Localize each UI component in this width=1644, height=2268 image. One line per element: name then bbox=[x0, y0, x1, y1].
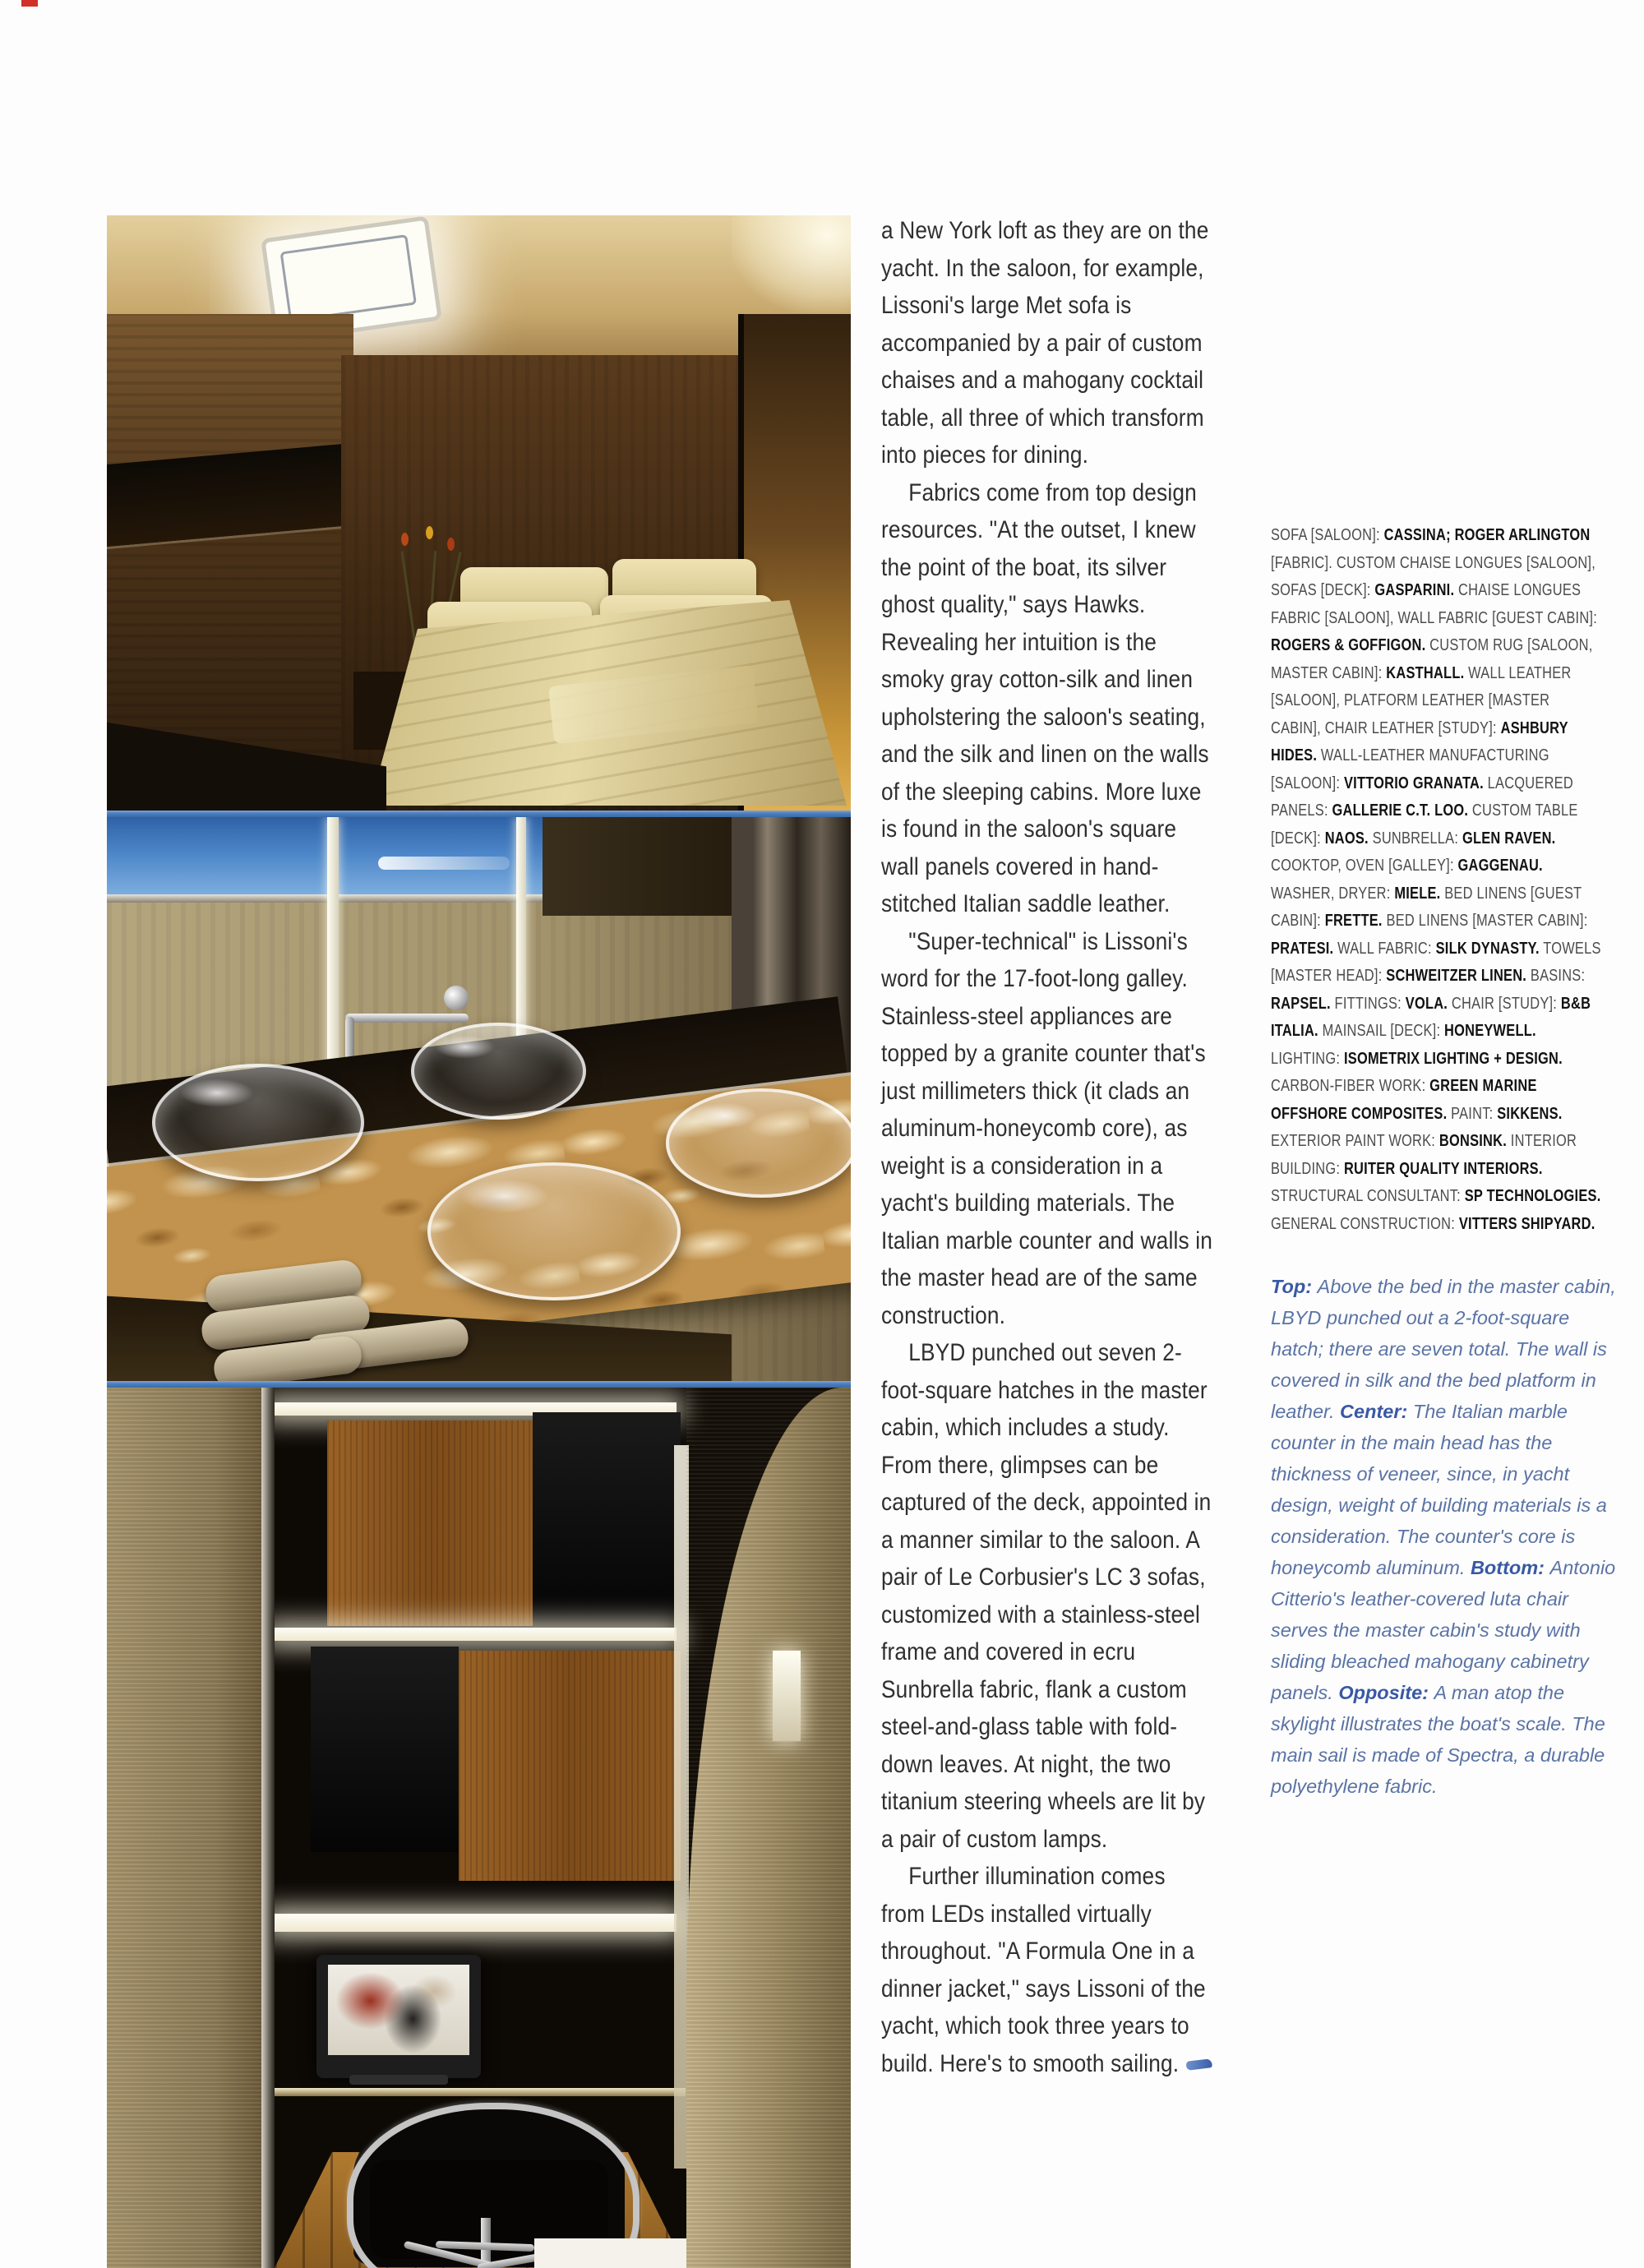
desk-monitor bbox=[316, 1955, 481, 2078]
glass-basin bbox=[152, 1064, 364, 1181]
flower-petal bbox=[447, 538, 455, 551]
glass-basin bbox=[427, 1162, 681, 1300]
cabinet-black-panel bbox=[533, 1412, 681, 1622]
sliding-panel-edge bbox=[261, 1388, 275, 2268]
cabinet-wood-panel bbox=[327, 1420, 533, 1626]
photo-divider-rule bbox=[107, 811, 851, 817]
monitor-screen bbox=[328, 1965, 469, 2055]
ceiling-light-glow bbox=[732, 215, 851, 314]
study-left-wall bbox=[107, 1388, 261, 2268]
article-body bbox=[881, 212, 1213, 2082]
chair-pedestal bbox=[481, 2218, 491, 2262]
flower-petal bbox=[426, 526, 433, 539]
desk-surface bbox=[275, 2088, 686, 2096]
photo-marble-counter bbox=[107, 817, 851, 1381]
article-paragraph bbox=[881, 1858, 1213, 2082]
floor-light-sliver bbox=[534, 2238, 699, 2268]
glass-basin bbox=[666, 1088, 851, 1198]
porthole-window bbox=[107, 817, 543, 898]
glass-basin bbox=[411, 1023, 586, 1120]
monitor-base bbox=[349, 2075, 448, 2085]
article-paragraph: Fabrics come from top design resources. "At the outset, I knew the point of the boat, its silver ghost quality," says Hawks. Revealing her intuition is the smoky gray cotton-silk and linen upholstering the saloon's seating, and the silk and linen on the walls of the sleeping cabins. More luxe is found in the saloon's square wall panels covered in hand-stitched Italian saddle leather. bbox=[881, 478, 1209, 917]
cabinet-wood-panel bbox=[459, 1651, 681, 1881]
faucet-spout bbox=[345, 1017, 354, 1060]
cabinet-black-panel bbox=[311, 1647, 459, 1852]
led-strip bbox=[270, 1628, 677, 1641]
wall-sconce bbox=[773, 1651, 801, 1741]
skylight-frame bbox=[280, 234, 417, 322]
photo-captions: Top: Above the bed in the master cabin, LBYD punched out a 2-foot-square hatch; there are seven total. The wall is covered in silk and the bed platform in leather. Center: The Italian marble counter in the main head has the thickness of veneer, since, in yacht design, weight of building materials is a consideration. The counter's core is honeycomb aluminum. Bottom: Antonio Citterio's leather-covered luta chair serves the master cabin's study with sliding bleached mahogany cabinetry panels. Opposite: A man atop the skylight illustrates the boat's scale. The main sail is made of Spectra, a durable polyethylene fabric. bbox=[1271, 1276, 1616, 1797]
study-right-wall bbox=[686, 1388, 851, 2268]
article-paragraph-text: Further illumination comes from LEDs installed virtually throughout. "A Formula One in a dinner jacket," says Lissoni of the yacht, which took three years to build. Here's to smooth sailing. bbox=[881, 1863, 1206, 2077]
faucet-arm bbox=[345, 1014, 469, 1023]
photo-divider-rule bbox=[107, 1381, 851, 1388]
article-end-mark-icon bbox=[1186, 2058, 1212, 2071]
faucet-valve bbox=[444, 986, 469, 1010]
mirror-dark-corner bbox=[543, 817, 748, 916]
photo-master-cabin bbox=[107, 215, 851, 811]
source-credits: SOFA [SALOON]: CASSINA; ROGER ARLINGTON [FABRIC]. CUSTOM CHAISE LONGUES [SALOON], SOFAS [DECK]: GASPARINI. CHAISE LONGUES FABRIC [SALOON], WALL FABRIC [GUEST CABIN]: ROGERS & GOFFIGON. CUSTOM RUG [SALOON, MASTER CABIN]: KASTHALL. WALL LEATHER [SALOON], PLATFORM LEATHER [MASTER CABIN], CHAIR LEATHER [STUDY]: ASHBURY HIDES. WALL-LEATHER MANUFACTURING [SALOON]: VITTORIO GRANATA. LACQUERED PANELS: GALLERIE C.T. LOO. CUSTOM TABLE [DECK]: NAOS. SUNBRELLA: GLEN RAVEN. COOKTOP, OVEN [GALLEY]: GAGGENAU. WASHER, DRYER: MIELE. BED LINENS [GUEST CABIN]: FRETTE. BED LINENS [MASTER CABIN]: PRATESI. WALL FABRIC: SILK DYNASTY. TOWELS [MASTER HEAD]: SCHWEITZER LINEN. BASINS: RAPSEL. FITTINGS: VOLA. CHAIR [STUDY]: B&B ITALIA. MAINSAIL [DECK]: HONEYWELL. LIGHTING: ISOMETRIX LIGHTING + DESIGN. CARBON-FIBER WORK: GREEN MARINE OFFSHORE COMPOSITES. PAINT: SIKKENS. EXTERIOR PAINT WORK: BONSINK. INTERIOR BUILDING: RUITER QUALITY INTERIORS. STRUCTURAL CONSULTANT: SP TECHNOLOGIES. GENERAL CONSTRUCTION: VITTERS SHIPYARD. bbox=[1271, 525, 1601, 1233]
article-paragraph: LBYD punched out seven 2-foot-square hatches in the master cabin, which includes a study. From there, glimpses can be captured of the deck, appointed in a manner similar to the saloon. A pair of Le Corbusier's LC 3 sofas, customized with a stainless-steel frame and covered in ecru Sunbrella fabric, flank a custom steel-and-glass table with fold-down leaves. At night, the two titanium steering wheels are lit by a pair of custom lamps. bbox=[881, 1339, 1212, 1853]
article-paragraph: a New York loft as they are on the yacht. In the saloon, for example, Lissoni's large Met sofa is accompanied by a pair of custom chaises and a mahogany cocktail table, all three of which transform into pieces for dining. bbox=[881, 217, 1209, 469]
desk-led-strip bbox=[270, 1914, 677, 1932]
registration-mark bbox=[21, 0, 38, 7]
photo-study bbox=[107, 1388, 851, 2268]
article-paragraph: "Super-technical" is Lissoni's word for the 17-foot-long galley. Stainless-steel appliances are topped by a granite counter that's just millimeters thick (it clads an aluminum-honeycomb core), as weight is a consideration in a yacht's building materials. The Italian marble counter and walls in the master head are of the same construction. bbox=[881, 927, 1213, 1329]
flower-petal bbox=[401, 533, 409, 546]
